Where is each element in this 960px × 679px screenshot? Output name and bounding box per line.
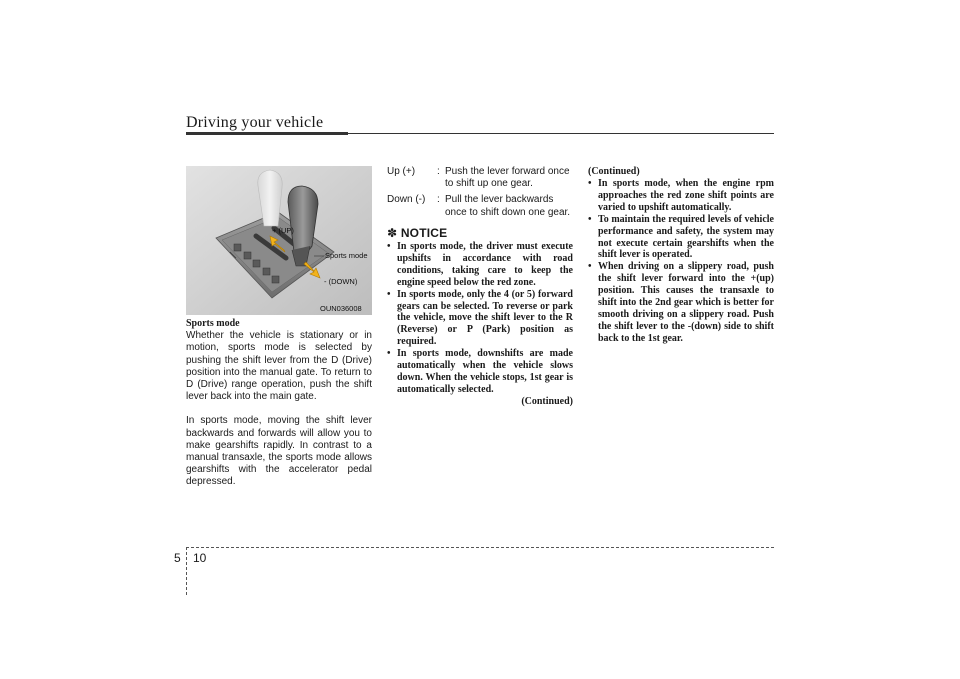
paragraph-sports-mode-gearshifts: In sports mode, moving the shift lever backwards and forwards will allow you to make gearshifts rapidly. In contrast to a manual transaxle, the sports mode allows gearshifts with the accelerator pedal depressed. — [186, 415, 372, 488]
definition-up-text: Push the lever forward once to shift up one gear. — [445, 166, 570, 190]
notice-bullet: • When driving on a slippery road, push the shift lever forward into the +(up) position. This causes the transaxle to shift into the 2nd gear which is better for smooth driving on a slippery road. Push the shift lever to the -(down) side to shift back to the 1st gear. — [588, 261, 774, 344]
definition-down-term: Down (-) — [387, 194, 426, 206]
notice-bullet-list-continued — [588, 178, 774, 345]
definition-down — [387, 194, 573, 218]
definition-up — [387, 166, 573, 190]
definition-up-term: Up (+) — [387, 166, 416, 177]
label-up: + (UP) — [272, 226, 294, 235]
section-heading-sports-mode: Sports mode — [186, 318, 240, 329]
notice-bullet: • In sports mode, the driver must execute upshifts in accordance with road conditions, taking care to keep the engine speed below the red zone. — [387, 241, 573, 289]
page-number: 10 — [193, 551, 207, 565]
header-rule — [348, 133, 774, 134]
definition-down-text: Pull the lever backwards once to shift down one gear. — [445, 194, 571, 218]
column-1 — [186, 318, 372, 489]
column-2 — [387, 166, 573, 408]
section-number: 5 — [174, 551, 181, 565]
shift-lever-illustration — [186, 166, 372, 315]
figure-code: OUN036008 — [320, 304, 362, 313]
footer-divider — [186, 547, 187, 595]
column-3 — [588, 166, 774, 345]
header-rule-accent — [186, 132, 348, 135]
label-down: - (DOWN) — [324, 277, 358, 286]
notice-bullet-list — [387, 241, 573, 396]
shift-lever-drawing — [186, 166, 372, 315]
continued-label: (Continued) — [521, 395, 573, 407]
paragraph-sports-mode-select: Whether the vehicle is stationary or in motion, sports mode is selected by pushing the shift lever from the D (Drive) position into the manual gate. To return to D (Drive) range operation, push the shift lever back into the main gate. — [186, 330, 372, 403]
notice-title: NOTICE — [400, 225, 448, 240]
notice-heading — [387, 227, 573, 239]
notice-bullet: • To maintain the required levels of vehicle performance and safety, the system may not execute certain gearshifts when the shift lever is operated. — [588, 214, 774, 262]
notice-star-icon: ✽ — [387, 225, 398, 240]
label-sports-mode: Sports mode — [325, 251, 368, 260]
definition-up-colon: : — [437, 166, 440, 177]
notice-bullet: • In sports mode, only the 4 (or 5) forward gears can be selected. To reverse or park the vehicle, move the shift lever to the R (Reverse) or P (Park) position as required. — [387, 289, 573, 349]
continued-from-label: (Continued) — [588, 166, 640, 177]
definition-down-colon: : — [437, 194, 440, 206]
page-header-title: Driving your vehicle — [186, 114, 324, 131]
notice-bullet: • In sports mode, downshifts are made automatically when the vehicle slows down. When the vehicle stops, 1st gear is automatically selected. — [387, 348, 573, 396]
footer-rule — [186, 547, 774, 548]
notice-bullet: • In sports mode, when the engine rpm approaches the red zone shift points are varied to upshift automatically. — [588, 178, 774, 214]
